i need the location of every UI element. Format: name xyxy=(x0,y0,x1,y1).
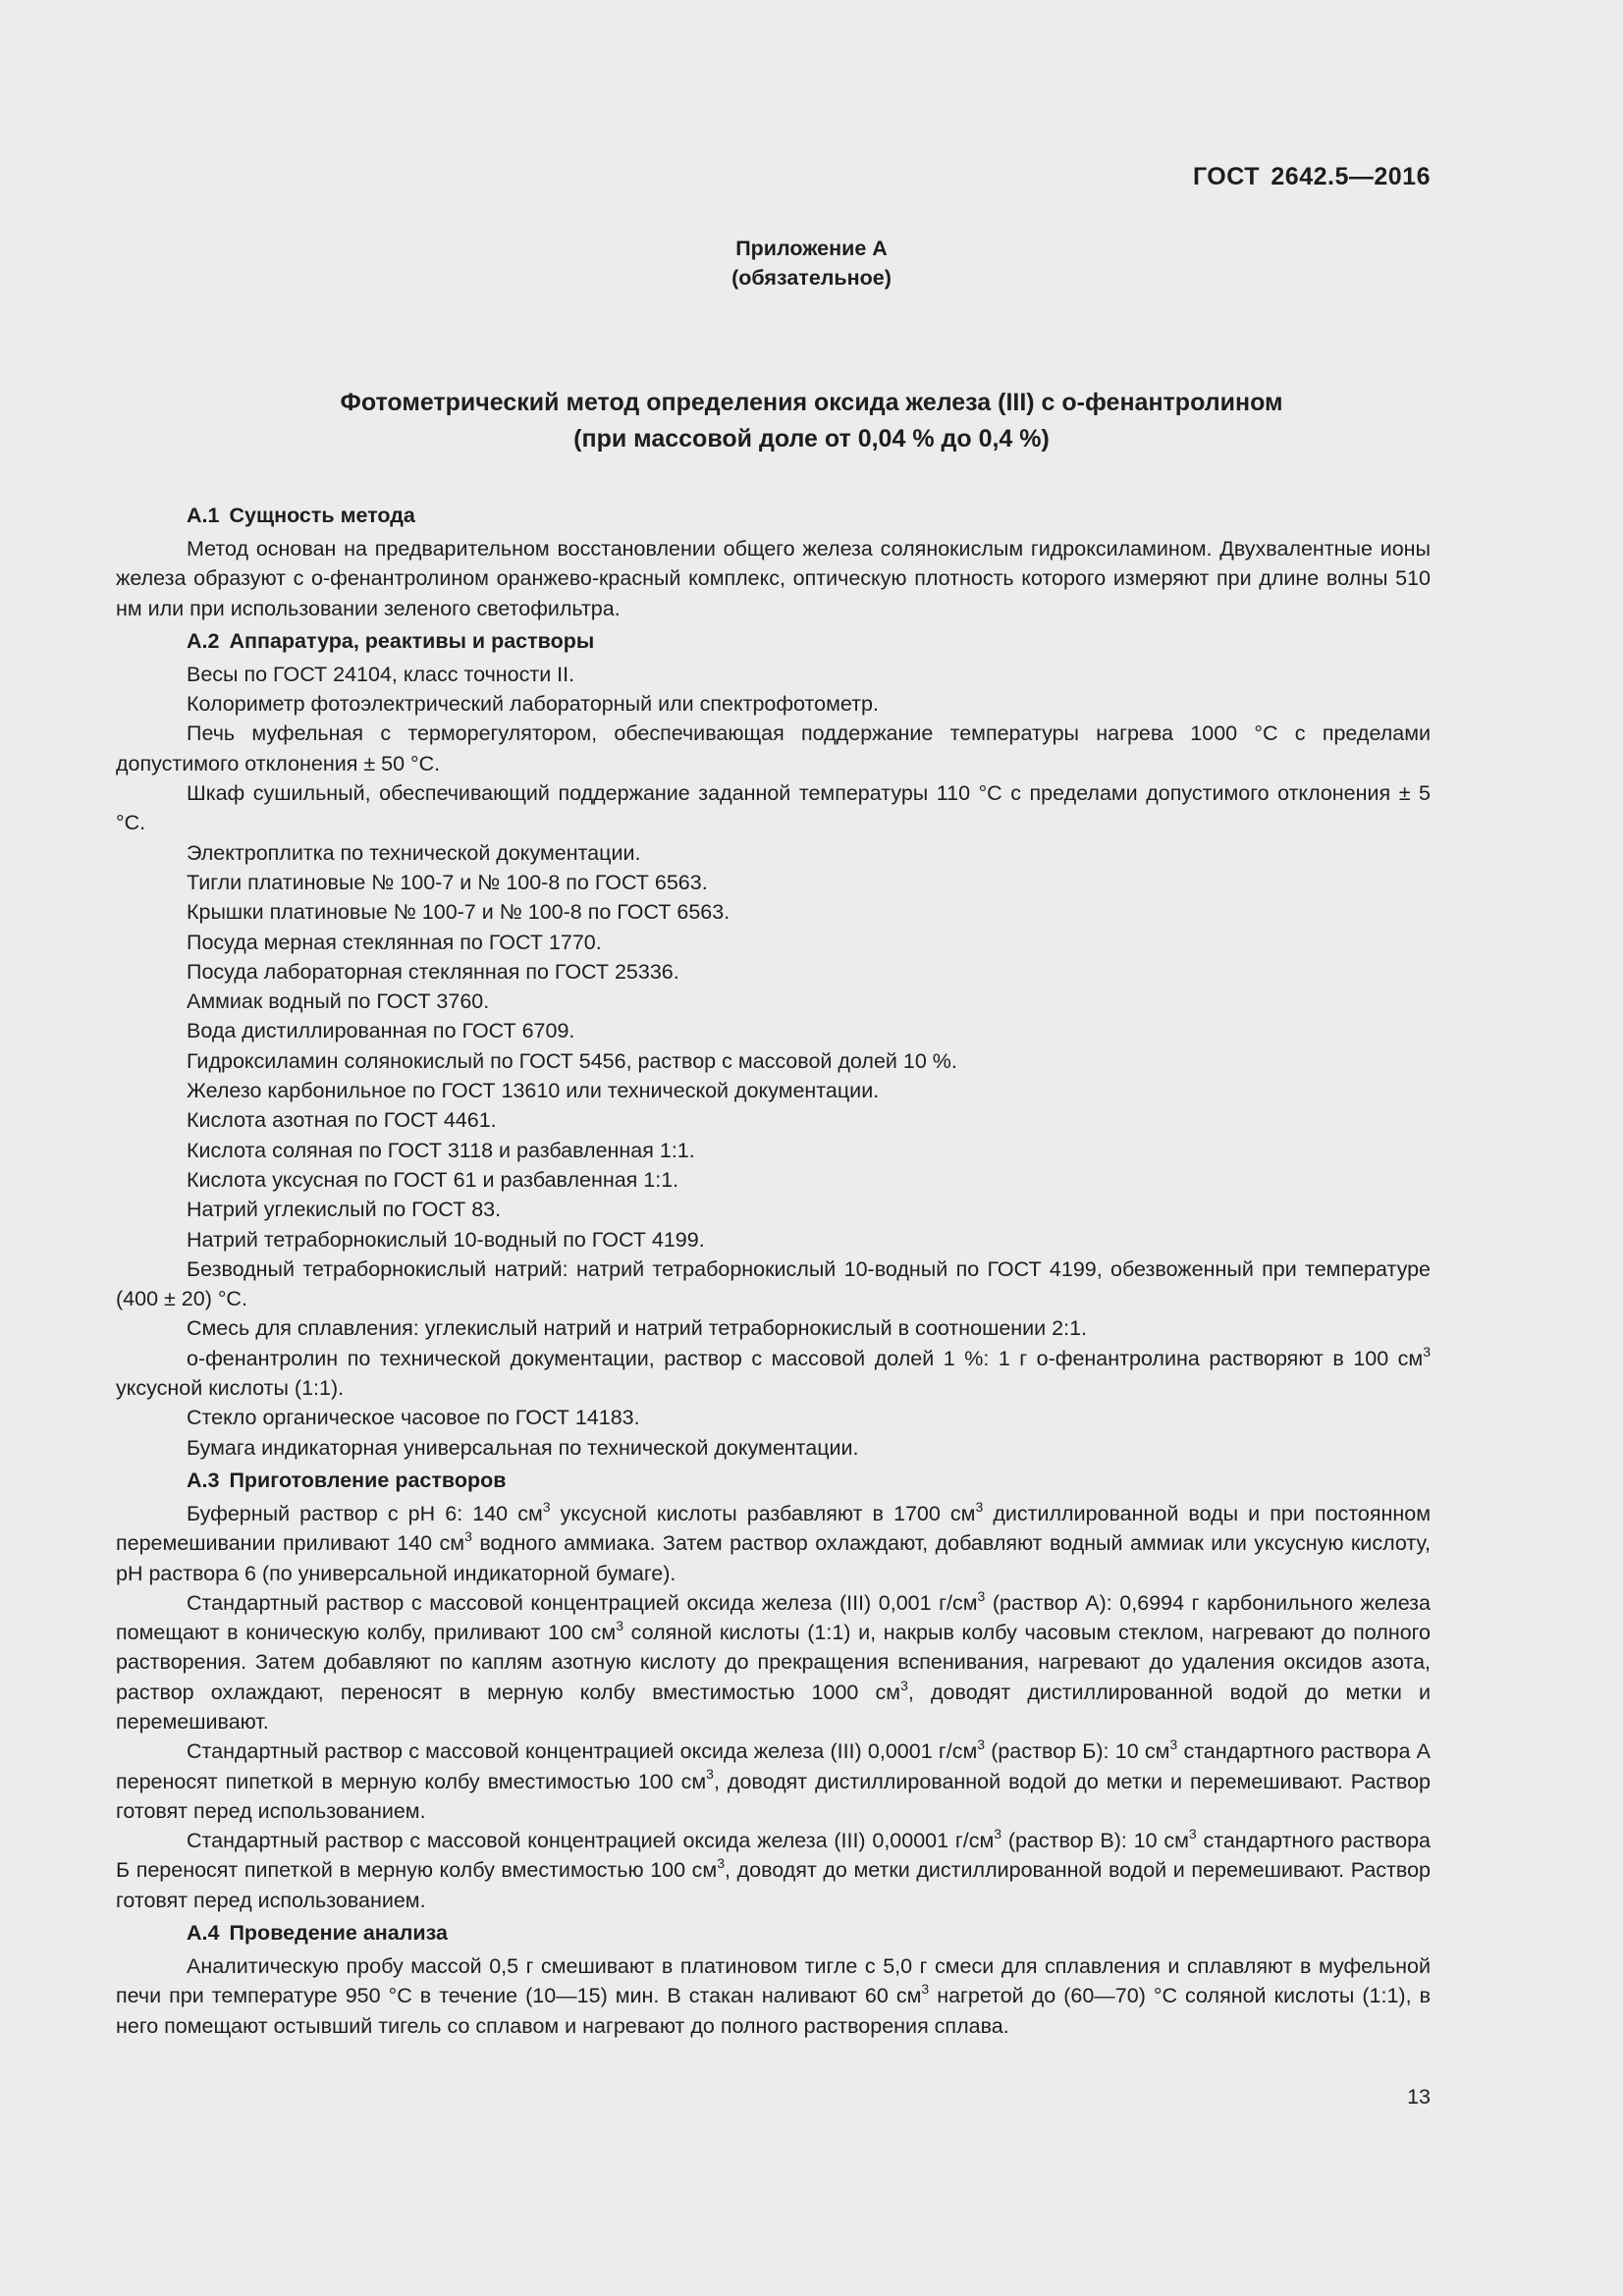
paragraph: Печь муфельная с терморегулятором, обеспечивающая поддержание температуры нагрева 1000 °С с пределами допустимого отклонения ± 50 °С. xyxy=(116,721,1431,775)
paragraph: Колориметр фотоэлектрический лабораторный или спектрофотометр. xyxy=(187,692,879,717)
paragraph: Стандартный раствор с массовой концентрацией оксида железа (III) 0,001 $г/см^3$ (раствор А): 0,6994 г карбонильного железа помещают в коническую колбу, приливают 100 $см^3$ соляной кислоты (1:1) и, накрыв колбу часовым стеклом, нагревают до полного растворения. Затем добавляют по каплям азотную кислоту до прекращения вспенивания, нагревают до удаления оксидов азота, раствор охлаждают, переносят в мерную колбу вместимостью 1000 $см^3$, доводят дистиллированной водой до метки и перемешивают. xyxy=(116,1587,1431,1734)
paragraph: Бумага индикаторная универсальная по технической документации. xyxy=(187,1435,859,1460)
paragraph: Натрий углекислый по ГОСТ 83. xyxy=(187,1198,502,1222)
section-heading xyxy=(116,1463,1431,1499)
document-body xyxy=(116,498,1431,2041)
appendix-title: Приложение А xyxy=(735,237,888,260)
paragraph: Кислота соляная по ГОСТ 3118 и разбавленная 1:1. xyxy=(187,1138,695,1162)
paragraph: Натрий тетраборнокислый 10-водный по ГОСТ 4199. xyxy=(187,1227,705,1252)
document-title xyxy=(0,385,1623,457)
section-heading xyxy=(116,623,1431,660)
section-number: А.4 xyxy=(187,1921,220,1946)
paragraph: Тигли платиновые № 100-7 и № 100-8 по ГОСТ 6563. xyxy=(187,870,708,894)
paragraph: Стекло органическое часовое по ГОСТ 14183. xyxy=(187,1406,640,1430)
section-heading xyxy=(116,1915,1431,1951)
paragraph: Кислота уксусная по ГОСТ 61 и разбавленная 1:1. xyxy=(187,1167,679,1192)
paragraph: Шкаф сушильный, обеспечивающий поддержание заданной температуры 110 °С с пределами допустимого отклонения ± 5 °С. xyxy=(116,781,1431,835)
paragraph: Гидроксиламин солянокислый по ГОСТ 5456, раствор с массовой долей 10 %. xyxy=(187,1048,957,1073)
section-title: Приготовление растворов xyxy=(229,1468,507,1492)
paragraph: о-фенантролин по технической документации, раствор с массовой долей 1 %: 1 г о-фенантролина растворяют в 100 $см^3$ уксусной кислоты (1:1). xyxy=(116,1343,1431,1401)
paragraph: Посуда лабораторная стеклянная по ГОСТ 25336. xyxy=(187,959,679,984)
paragraph: Электроплитка по технической документации. xyxy=(187,840,641,865)
document-title-line-2: (при массовой доле от 0,04 % до 0,4 %) xyxy=(573,425,1050,453)
section-title: Аппаратура, реактивы и растворы xyxy=(229,628,595,653)
standard-code: ГОСТ 2642.5—2016 xyxy=(1192,163,1431,190)
paragraph: Смесь для сплавления: углекислый натрий и натрий тетраборнокислый в соотношении 2:1. xyxy=(187,1316,1088,1341)
paragraph: Буферный раствор с рН 6: 140 $см^3$ уксусной кислоты разбавляют в 1700 $см^3$ дистиллированной воды и при постоянном перемешивании приливают 140 $см^3$ водного аммиака. Затем раствор охлаждают, добавляют водный аммиак или уксусную кислоту, рН раствора 6 (по универсальной индикаторной бумаге). xyxy=(116,1498,1431,1585)
paragraph: Кислота азотная по ГОСТ 4461. xyxy=(187,1108,497,1133)
section-heading xyxy=(116,498,1431,534)
appendix-header xyxy=(0,234,1623,293)
paragraph: Посуда мерная стеклянная по ГОСТ 1770. xyxy=(187,930,602,954)
section-number: А.1 xyxy=(187,504,220,527)
paragraph: Метод основан на предварительном восстановлении общего железа солянокислым гидроксиламином. Двухвалентные ионы железа образуют с о-фенантролином оранжево-красный комплекс, оптическую плотность которого измеряют при длине волны 510 нм или при использовании зеленого светофильтра. xyxy=(116,537,1431,620)
section-number: А.2 xyxy=(187,628,220,653)
appendix-type: (обязательное) xyxy=(731,266,892,290)
section-title: Проведение анализа xyxy=(229,1921,448,1946)
paragraph: Весы по ГОСТ 24104, класс точности II. xyxy=(187,662,575,686)
paragraph: Безводный тетраборнокислый натрий: натрий тетраборнокислый 10-водный по ГОСТ 4199, обезвоженный при температуре (400 ± 20) °С. xyxy=(116,1256,1431,1311)
section-number: А.3 xyxy=(187,1468,220,1492)
page-number: 13 xyxy=(1407,2085,1431,2109)
section-title: Сущность метода xyxy=(229,504,415,527)
paragraph: Аммиак водный по ГОСТ 3760. xyxy=(187,989,490,1014)
document-title-line-1: Фотометрический метод определения оксида железа (III) с о-фенантролином xyxy=(340,389,1283,416)
paragraph: Стандартный раствор с массовой концентрацией оксида железа (III) 0,0001 $г/см^3$ (раствор Б): 10 $см^3$ стандартного раствора А переносят пипеткой в мерную колбу вместимостью 100 $см^3$, доводят дистиллированной водой до метки и перемешивают. Раствор готовят перед использованием. xyxy=(116,1736,1432,1823)
paragraph: Вода дистиллированная по ГОСТ 6709. xyxy=(187,1019,575,1043)
paragraph: Стандартный раствор с массовой концентрацией оксида железа (III) 0,00001 $г/см^3$ (раствор В): 10 $см^3$ стандартного раствора Б переносят пипеткой в мерную колбу вместимостью 100 $см^3$, доводят до метки дистиллированной водой и перемешивают. Раствор готовят перед использованием. xyxy=(116,1826,1431,1912)
paragraph: Железо карбонильное по ГОСТ 13610 или технической документации. xyxy=(187,1079,880,1103)
paragraph: Аналитическую пробу массой 0,5 г смешивают в платиновом тигле с 5,0 г смеси для сплавления и сплавляют в муфельной печи при температуре 950 °С в течение (10—15) мин. В стакан наливают 60 $см^3$ нагретой до (60—70) °С соляной кислоты (1:1), в него помещают остывший тигель со сплавом и нагревают до полного растворения сплава. xyxy=(116,1954,1431,2038)
paragraph: Крышки платиновые № 100-7 и № 100-8 по ГОСТ 6563. xyxy=(187,900,730,925)
